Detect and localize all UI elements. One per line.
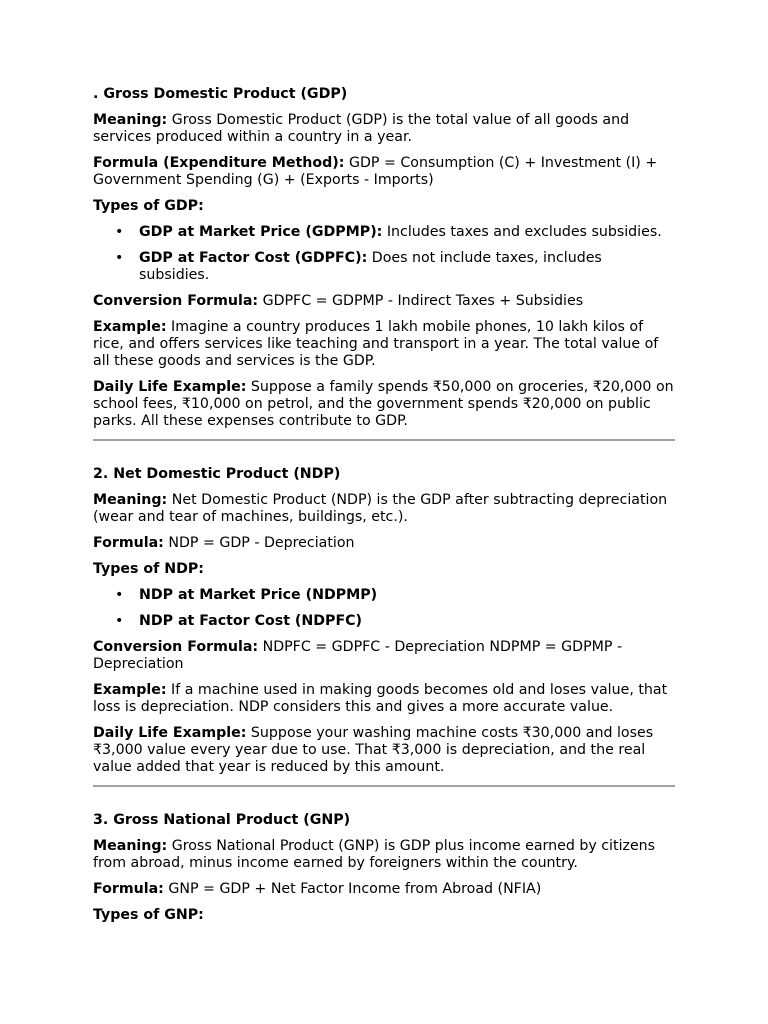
type-label: NDP at Market Price (NDPMP) [139, 587, 378, 603]
type-label: NDP at Factor Cost (NDPFC) [139, 613, 363, 629]
types-list [93, 224, 675, 284]
meaning-paragraph [93, 838, 675, 872]
section-ndp [93, 466, 675, 776]
formula-label: Formula: [93, 881, 164, 897]
meaning-label: Meaning: [93, 112, 168, 128]
types-label: Types of GDP: [93, 198, 204, 214]
section-gdp [93, 86, 675, 430]
meaning-paragraph [93, 492, 675, 526]
daily-example-label: Daily Life Example: [93, 379, 247, 395]
meaning-text: Gross Domestic Product (GDP) is the total value of all goods and services produced within a country in a year. [93, 112, 630, 145]
example-text: If a machine used in making goods becomes old and loses value, that loss is depreciation. NDP considers this and gives a more accurate value. [93, 682, 668, 715]
daily-example-label: Daily Life Example: [93, 725, 247, 741]
meaning-label: Meaning: [93, 492, 168, 508]
conversion-label: Conversion Formula: [93, 293, 259, 309]
example-label: Example: [93, 682, 167, 698]
conversion-text: GDPFC = GDPMP - Indirect Taxes + Subsidies [258, 293, 584, 309]
conversion-paragraph [93, 639, 675, 673]
list-item [139, 587, 675, 604]
conversion-paragraph [93, 293, 675, 310]
formula-text: GNP = GDP + Net Factor Income from Abroad (NFIA) [163, 881, 542, 897]
formula-paragraph [93, 535, 675, 552]
type-label: GDP at Factor Cost (GDPFC): [139, 250, 368, 266]
example-label: Example: [93, 319, 167, 335]
conversion-text: NDPFC = GDPFC - Depreciation NDPMP = GDPMP - Depreciation [93, 639, 623, 672]
section-heading: . Gross Domestic Product (GDP) [93, 86, 348, 102]
types-label: Types of NDP: [93, 561, 204, 577]
section-heading: 3. Gross National Product (GNP) [93, 812, 351, 828]
section-divider [93, 785, 675, 787]
daily-example-text: Suppose your washing machine costs ₹30,000 and loses ₹3,000 value every year due to use. That ₹3,000 is depreciation, and the real value added that year is reduced by this amount. [93, 725, 654, 775]
formula-paragraph [93, 881, 675, 898]
example-paragraph [93, 682, 675, 716]
daily-example-paragraph [93, 379, 675, 430]
types-label: Types of GNP: [93, 907, 204, 923]
example-text: Imagine a country produces 1 lakh mobile phones, 10 lakh kilos of rice, and offers services like teaching and transport in a year. The total value of all these goods and services is the GDP. [93, 319, 659, 369]
types-list [93, 587, 675, 630]
document-page [93, 86, 675, 933]
daily-example-text: Suppose a family spends ₹50,000 on groceries, ₹20,000 on school fees, ₹10,000 on petrol, and the government spends ₹20,000 on public parks. All these expenses contribute to GDP. [93, 379, 674, 429]
formula-text: GDP = Consumption (C) + Investment (I) + Government Spending (G) + (Exports - Imports) [93, 155, 658, 188]
conversion-label: Conversion Formula: [93, 639, 259, 655]
list-item [139, 224, 675, 241]
meaning-text: Gross National Product (GNP) is GDP plus income earned by citizens from abroad, minus income earned by foreigners within the country. [93, 838, 656, 871]
list-item [139, 613, 675, 630]
type-text: Includes taxes and excludes subsidies. [382, 224, 662, 240]
formula-paragraph [93, 155, 675, 189]
meaning-label: Meaning: [93, 838, 168, 854]
formula-label: Formula: [93, 535, 164, 551]
type-label: GDP at Market Price (GDPMP): [139, 224, 383, 240]
example-paragraph [93, 319, 675, 370]
type-text: Does not include taxes, includes subsidies. [139, 250, 602, 283]
formula-label: Formula (Expenditure Method): [93, 155, 345, 171]
meaning-paragraph [93, 112, 675, 146]
list-item [139, 250, 675, 284]
daily-example-paragraph [93, 725, 675, 776]
meaning-text: Net Domestic Product (NDP) is the GDP after subtracting depreciation (wear and tear of machines, buildings, etc.). [93, 492, 668, 525]
section-heading: 2. Net Domestic Product (NDP) [93, 466, 341, 482]
section-gnp [93, 812, 675, 924]
section-divider [93, 439, 675, 441]
formula-text: NDP = GDP - Depreciation [163, 535, 355, 551]
